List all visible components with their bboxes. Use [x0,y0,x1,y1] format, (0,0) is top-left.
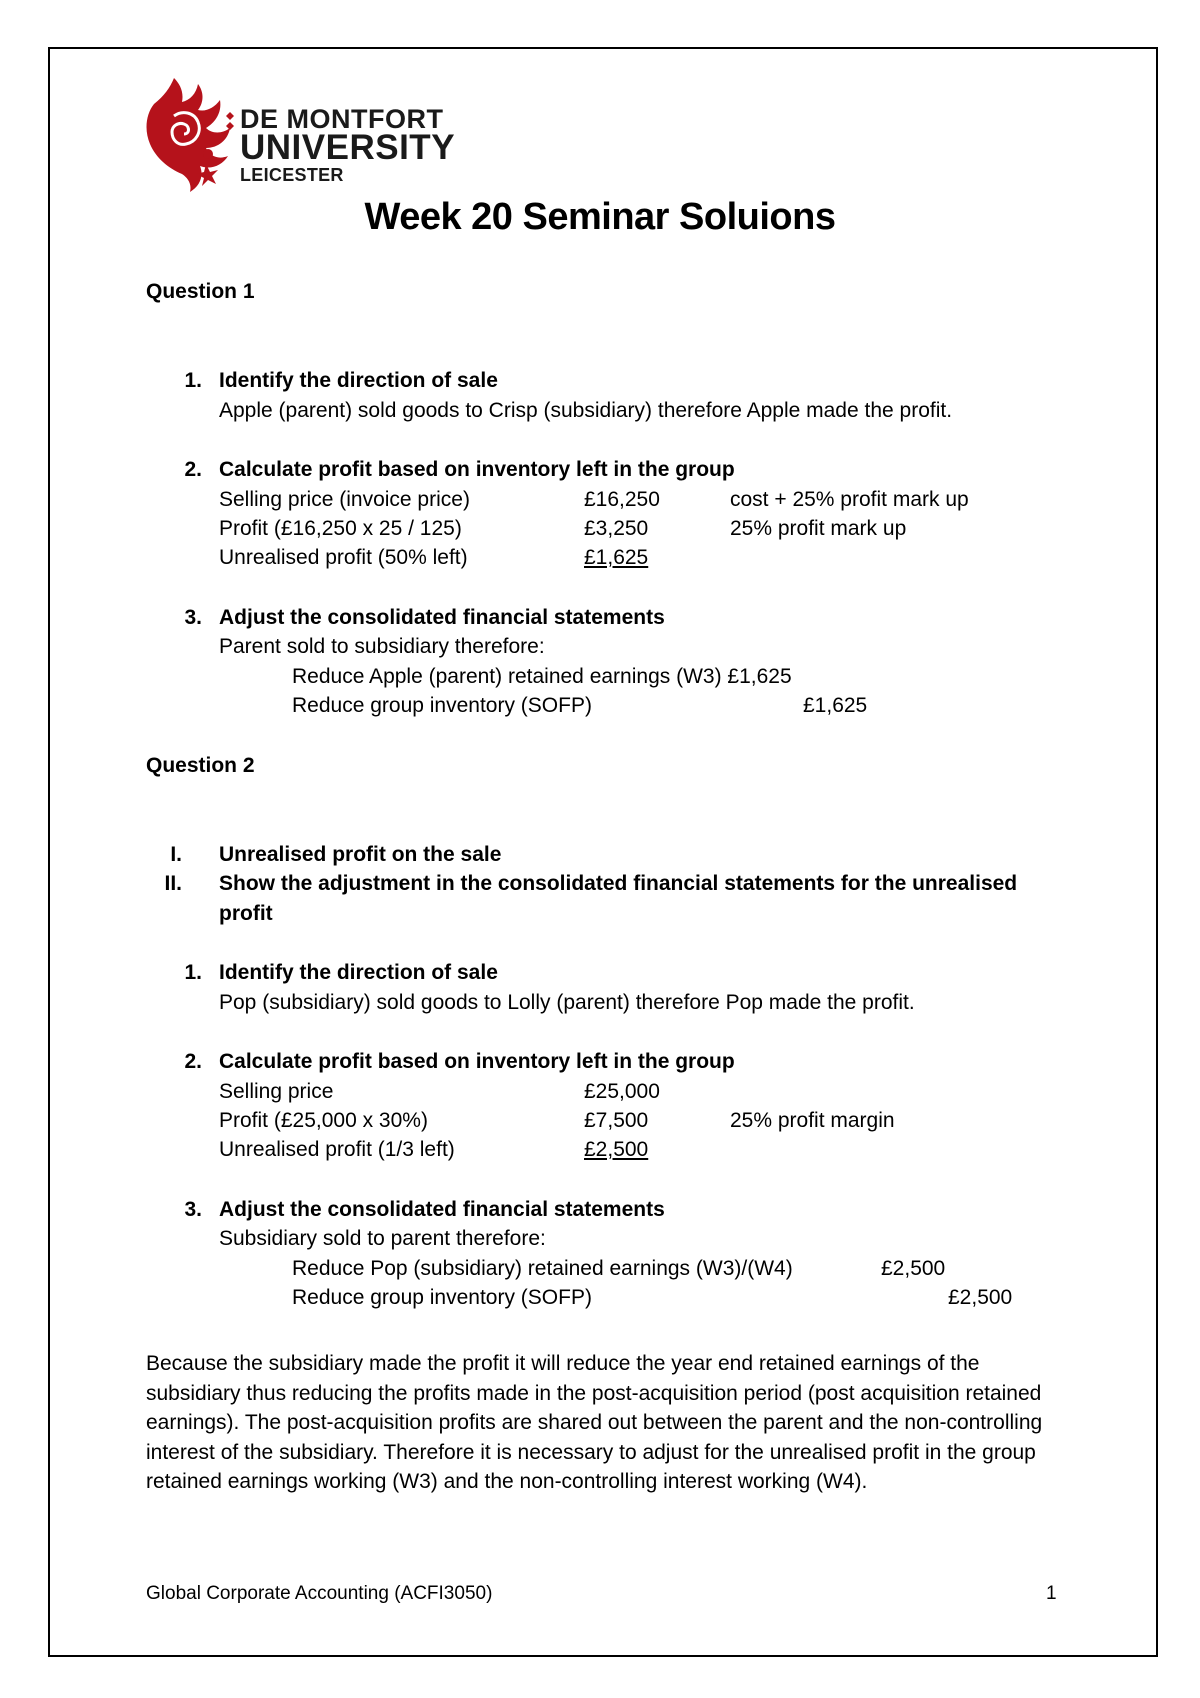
q2-part-2-text: Show the adjustment in the consolidated financial statements for the unrealised [219,872,1018,895]
q1-row-2-note: 25% profit mark up [730,517,907,540]
q2-row-3-label: Unrealised profit (1/3 left) [219,1138,455,1161]
logo-line-1: DE MONTFORT [240,104,444,134]
q1-row-1-note: cost + 25% profit mark up [730,488,969,511]
q2-step-1-text: Pop (subsidiary) sold goods to Lolly (parent) therefore Pop made the profit. [219,991,915,1014]
griffin-emblem-icon [144,70,240,192]
q1-row-1-value: £16,250 [584,488,660,511]
q1-step-3-title: Adjust the consolidated financial statements [219,606,665,629]
q1-row-3-value: £1,625 [584,546,649,569]
q2-step-2-number: 2. [184,1050,202,1073]
q2-row-2-label: Profit (£25,000 x 30%) [219,1109,428,1132]
q1-adjustment-2-value: £1,625 [803,694,868,717]
q1-step-2-title: Calculate profit based on inventory left in the group [219,458,735,481]
q2-part-2-number: II. [164,872,182,895]
q1-step-3-number: 3. [184,606,202,629]
q2-adjustment-2-value: £2,500 [948,1286,1013,1309]
q2-step-3-number: 3. [184,1198,202,1221]
q2-adjustment-2-label: Reduce group inventory (SOFP) [292,1286,592,1309]
q2-row-3-value: £2,500 [584,1138,649,1161]
q1-adjustment-1: Reduce Apple (parent) retained earnings (W3) £1,625 [292,665,792,688]
q2-step-3-text: Subsidiary sold to parent therefore: [219,1227,546,1250]
footer-course-title: Global Corporate Accounting (ACFI3050) [146,1583,493,1604]
question-1-heading: Question 1 [146,280,255,303]
q2-row-1-value: £25,000 [584,1080,660,1103]
q1-row-2-label: Profit (£16,250 x 25 / 125) [219,517,462,540]
q1-row-3-label: Unrealised profit (50% left) [219,546,468,569]
q1-step-1-text: Apple (parent) sold goods to Crisp (subsidiary) therefore Apple made the profit. [219,399,953,422]
page-title: Week 20 Seminar Soluions [364,196,836,238]
question-2-heading: Question 2 [146,754,255,777]
q1-step-3-text: Parent sold to subsidiary therefore: [219,635,545,658]
q2-row-2-note: 25% profit margin [730,1109,895,1132]
q2-adjustment-1-label: Reduce Pop (subsidiary) retained earnings (W3)/(W4) [292,1257,793,1280]
logo-line-3: LEICESTER [240,165,344,185]
q1-step-2-number: 2. [184,458,202,481]
q2-part-2-text-cont: profit [219,902,273,925]
q1-adjustment-2-label: Reduce group inventory (SOFP) [292,694,592,717]
logo-line-2: UNIVERSITY [240,128,456,167]
q1-row-1-label: Selling price (invoice price) [219,488,470,511]
q1-step-1-number: 1. [184,369,202,392]
q1-row-2-value: £3,250 [584,517,649,540]
q2-row-2-value: £7,500 [584,1109,649,1132]
q2-step-1-number: 1. [184,961,202,984]
q2-part-1-number: I. [170,843,182,866]
q2-step-2-title: Calculate profit based on inventory left in the group [219,1050,735,1073]
q2-part-1-text: Unrealised profit on the sale [219,843,502,866]
q2-adjustment-1-value: £2,500 [881,1257,946,1280]
q2-row-1-label: Selling price [219,1080,334,1103]
footer-page-number: 1 [1046,1583,1057,1604]
explanation-paragraph: Because the subsidiary made the profit it will reduce the year end retained earnings of the subsidiary thus reducing the profits made in the post-acquisition period (post acquisition retained earnings). The post-acquisition profits are shared out between the parent and the non-controlling interest of the subsidiary. Therefore it is necessary to adjust for the unrealised profit in the group retained earnings working (W3) and the non-controlling interest working (W4). [146,1352,1043,1493]
q1-step-1-title: Identify the direction of sale [219,369,498,392]
q2-step-1-title: Identify the direction of sale [219,961,498,984]
q2-step-3-title: Adjust the consolidated financial statements [219,1198,665,1221]
university-logo [144,70,484,192]
